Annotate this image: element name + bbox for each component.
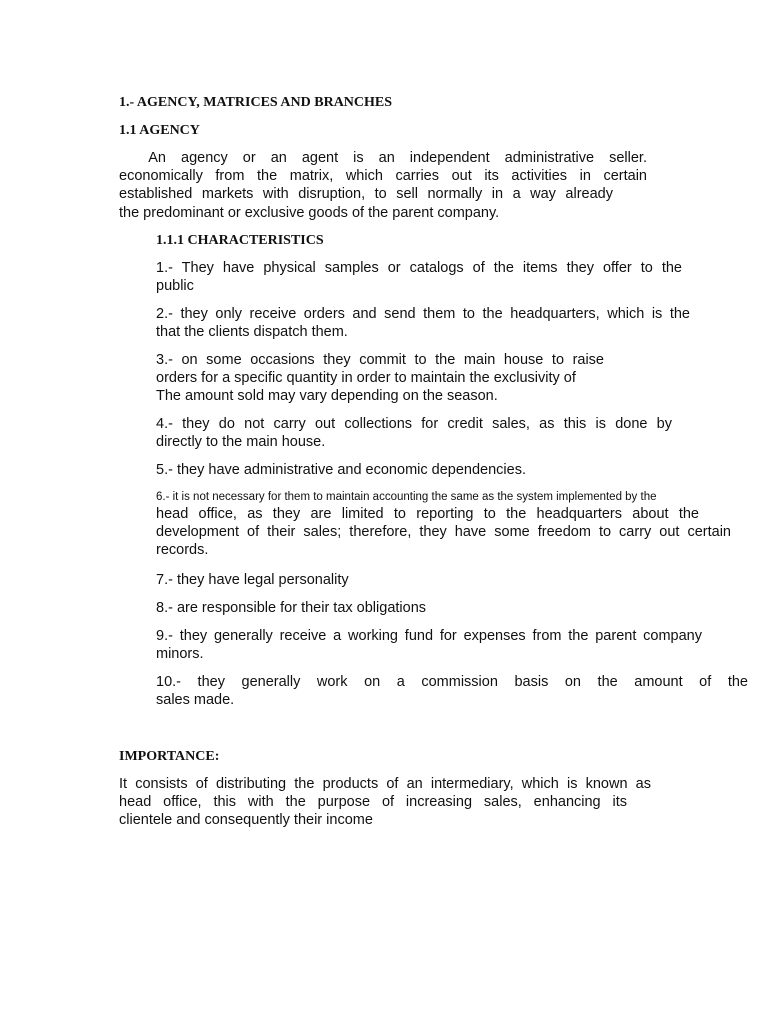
list-item-line: The amount sold may vary depending on the season. [156,388,498,405]
heading-characteristics: 1.1.1 CHARACTERISTICS [156,233,324,248]
agency-paragraph-line: economically from the matrix, which carries out its activities in certain [119,168,647,185]
list-item-line: minors. [156,646,204,663]
list-item-characteristic-8 [156,599,716,617]
list-item-line: records. [156,542,209,559]
list-item-line: sales made. [156,692,235,709]
heading-agency: 1.1 AGENCY [119,123,200,138]
list-item-line: 4.- they do not carry out collections for credit sales, as this is done by [156,416,672,432]
list-item-line: 1.- They have physical samples or catalogs of the items they offer to the [156,260,682,276]
importance-paragraph-line: clientele and consequently their income [119,812,373,829]
list-item-characteristic-3 [156,351,604,406]
agency-paragraph-line: An agency or an agent is an independent administrative seller. [119,150,647,166]
list-item-line: development of their sales; therefore, they have some freedom to carry out certain [156,524,731,541]
importance-paragraph-line: It consists of distributing the products of an intermediary, which is known as [119,776,651,792]
agency-paragraph-line: the predominant or exclusive goods of the parent company. [119,204,500,221]
list-item-characteristic-5 [156,461,756,479]
heading-importance: IMPORTANCE: [119,749,220,764]
list-item-characteristic-1 [156,259,682,295]
list-item-characteristic-9 [156,627,702,663]
list-item-line: orders for a specific quantity in order to maintain the exclusivity of [156,370,576,387]
agency-paragraph [119,149,647,222]
list-item-line: 9.- they generally receive a working fund for expenses from the parent company [156,628,702,644]
list-item-characteristic-10 [156,673,748,709]
list-item-line: 6.- it is not necessary for them to maintain accounting the same as the system implemented by the [156,491,657,503]
list-item-characteristic-7 [156,571,716,589]
heading-agency-matrices-branches: 1.- AGENCY, MATRICES AND BRANCHES [119,95,393,110]
importance-paragraph [119,775,651,830]
list-item-line: 7.- they have legal personality [156,572,349,588]
agency-paragraph-line: established markets with disruption, to sell normally in a way already [119,186,613,203]
list-item-line: public [156,278,194,295]
importance-paragraph-line: head office, this with the purpose of increasing sales, enhancing its [119,794,627,811]
list-item-line: 3.- on some occasions they commit to the main house to raise [156,352,604,368]
list-item-characteristic-6 [156,489,731,560]
list-item-characteristic-4 [156,415,672,451]
list-item-line: 10.- they generally work on a commission basis on the amount of the [156,674,748,690]
list-item-line: directly to the main house. [156,434,326,451]
list-item-characteristic-2 [156,305,690,341]
list-item-line: 8.- are responsible for their tax obligations [156,600,427,616]
list-item-line: 2.- they only receive orders and send them to the headquarters, which is the [156,306,690,322]
list-item-line: 5.- they have administrative and economic dependencies. [156,462,526,478]
list-item-line: that the clients dispatch them. [156,324,348,341]
list-item-line: head office, as they are limited to reporting to the headquarters about the [156,506,699,522]
